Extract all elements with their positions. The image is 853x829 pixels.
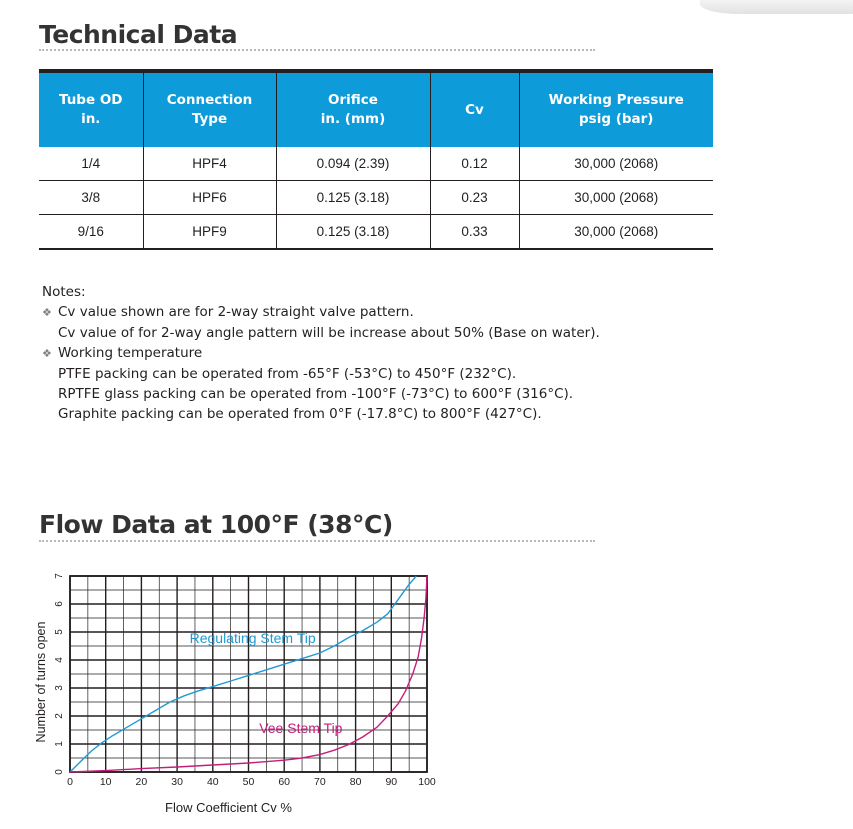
diamond-bullet-icon: ❖ xyxy=(42,347,52,360)
cell-tube-od: 9/16 xyxy=(39,215,143,250)
y-tick-label: 6 xyxy=(54,601,65,607)
technical-data-title: Technical Data xyxy=(39,20,238,49)
y-tick-label: 4 xyxy=(54,657,65,663)
notes-heading: Notes: xyxy=(42,284,86,300)
cell-connection-type: HPF4 xyxy=(143,147,276,181)
page-corner-decoration xyxy=(700,0,853,14)
header-orifice: Orifice in. (mm) xyxy=(276,71,430,147)
x-tick-label: 30 xyxy=(171,776,183,788)
diamond-bullet-icon: ❖ xyxy=(42,306,52,319)
notes-block xyxy=(42,282,600,424)
chart-ticks xyxy=(54,573,436,788)
header-working-pressure: Working Pressure psig (bar) xyxy=(519,71,713,147)
cell-cv: 0.33 xyxy=(430,215,519,250)
y-tick-label: 1 xyxy=(54,741,65,747)
cell-cv: 0.12 xyxy=(430,147,519,181)
technical-title-dotted-rule xyxy=(39,49,595,51)
x-tick-label: 90 xyxy=(385,776,398,788)
series-label-1: Vee Stem Tip xyxy=(259,719,343,736)
cell-tube-od: 1/4 xyxy=(39,147,143,181)
cell-connection-type: HPF9 xyxy=(143,215,276,250)
table-row xyxy=(39,147,713,181)
note-subline: RPTFE glass packing can be operated from -100°F (-73°C) to 600°F (316°C). xyxy=(58,386,574,402)
cell-working-pressure: 30,000 (2068) xyxy=(519,181,713,215)
x-tick-label: 40 xyxy=(206,776,219,788)
cell-connection-type: HPF6 xyxy=(143,181,276,215)
cell-cv: 0.23 xyxy=(430,181,519,215)
cell-working-pressure: 30,000 (2068) xyxy=(519,215,713,250)
x-tick-label: 100 xyxy=(418,776,436,788)
y-tick-label: 0 xyxy=(54,769,65,775)
flow-chart xyxy=(0,558,460,820)
x-tick-label: 0 xyxy=(67,776,73,788)
note-item: ❖ Cv value shown are for 2-way straight valve pattern. xyxy=(42,302,600,323)
cell-working-pressure: 30,000 (2068) xyxy=(519,147,713,181)
table-header-row xyxy=(39,71,713,147)
flow-data-title: Flow Data at 100°F (38°C) xyxy=(39,510,393,539)
chart-grid xyxy=(70,576,427,772)
chart-labels xyxy=(34,622,343,815)
y-tick-label: 2 xyxy=(54,713,65,719)
note-subline: Graphite packing can be operated from 0°F (-17.8°C) to 800°F (427°C). xyxy=(58,406,542,422)
x-tick-label: 80 xyxy=(349,776,362,788)
x-tick-label: 20 xyxy=(135,776,148,788)
y-tick-label: 5 xyxy=(54,629,65,635)
x-tick-label: 10 xyxy=(99,776,112,788)
y-tick-label: 3 xyxy=(54,685,65,691)
cell-orifice: 0.125 (3.18) xyxy=(276,215,430,250)
header-tube-od: Tube OD in. xyxy=(39,71,143,147)
header-cv: Cv xyxy=(430,71,519,147)
x-tick-label: 70 xyxy=(314,776,326,788)
note-subline: Cv value of for 2-way angle pattern will be increase about 50% (Base on water). xyxy=(58,325,600,341)
cell-orifice: 0.125 (3.18) xyxy=(276,181,430,215)
x-tick-label: 50 xyxy=(242,776,255,788)
technical-data-table xyxy=(39,69,713,250)
x-axis-label: Flow Coefficient Cv % xyxy=(165,800,292,815)
series-label-0: Regulating Stem Tip xyxy=(189,630,316,647)
table-row xyxy=(39,215,713,250)
y-tick-label: 7 xyxy=(54,573,65,579)
flow-title-dotted-rule xyxy=(39,540,595,542)
x-tick-label: 60 xyxy=(278,776,291,788)
table-row xyxy=(39,181,713,215)
cell-tube-od: 3/8 xyxy=(39,181,143,215)
note-subline: PTFE packing can be operated from -65°F (-53°C) to 450°F (232°C). xyxy=(58,366,517,382)
header-connection-type: Connection Type xyxy=(143,71,276,147)
y-axis-label: Number of turns open xyxy=(34,621,48,743)
cell-orifice: 0.094 (2.39) xyxy=(276,147,430,181)
note-item: ❖ Working temperature xyxy=(42,343,600,364)
